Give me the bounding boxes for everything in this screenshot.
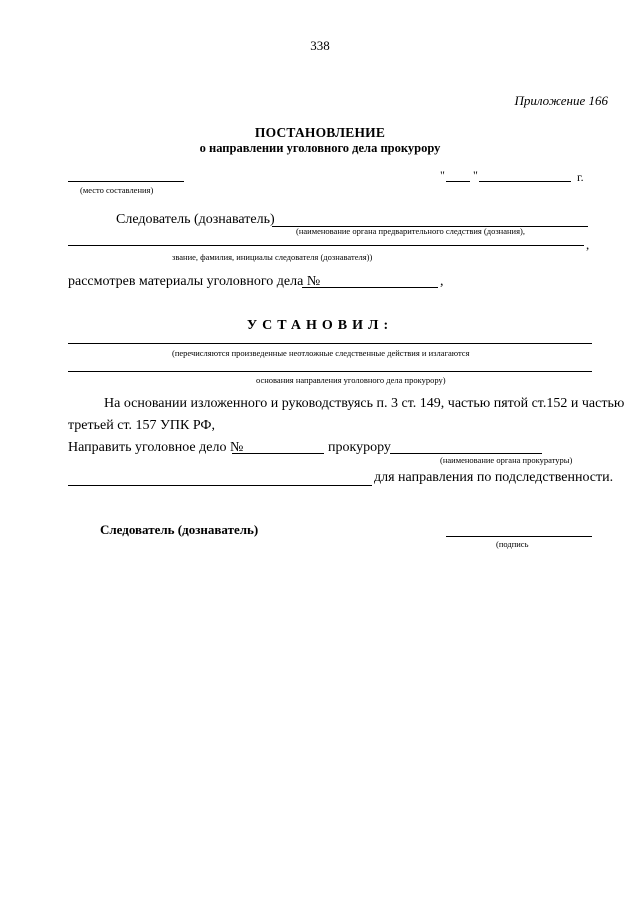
direct-case-label: Направить уголовное дело №: [68, 440, 244, 455]
case-comma: ,: [440, 274, 444, 289]
investigation-org-caption: (наименование органа предварительного следствия (дознания),: [296, 226, 525, 236]
investigator-name-field[interactable]: [68, 245, 584, 246]
signature-caption: (подпись: [496, 539, 529, 549]
document-subtitle: о направлении уголовного дела прокурору: [199, 141, 441, 155]
date-day-field[interactable]: [446, 181, 470, 182]
prosecutor-office-field[interactable]: [390, 453, 542, 454]
actions-caption-2: основания направления уголовного дела прокурору): [256, 375, 446, 385]
date-quote-close: ": [473, 168, 478, 182]
actions-field-2[interactable]: [68, 371, 592, 372]
established-heading: УСТАНОВИЛ:: [246, 318, 394, 333]
signature-field[interactable]: [446, 536, 592, 537]
basis-paragraph-line-2: третьей ст. 157 УПК РФ,: [68, 418, 215, 433]
prosecutor-office-caption: (наименование органа прокуратуры): [440, 455, 573, 465]
prosecutor-label: прокурору: [328, 440, 391, 455]
signature-label: Следователь (дознаватель): [100, 522, 259, 537]
case-number-field[interactable]: [302, 287, 438, 288]
date-year-suffix: г.: [577, 170, 584, 184]
place-field[interactable]: [68, 181, 184, 182]
considered-text: рассмотрев материалы уголовного дела №: [68, 274, 321, 289]
date-quote-open: ": [440, 168, 445, 182]
rank-comma: ,: [586, 237, 590, 252]
actions-caption-1: (перечисляются произведенные неотложные следственные действия и излагаются: [172, 348, 470, 358]
actions-field-1[interactable]: [68, 343, 592, 344]
direct-case-number-field[interactable]: [232, 453, 324, 454]
place-caption: (место составления): [80, 185, 154, 195]
date-month-field[interactable]: [479, 181, 571, 182]
investigator-name-caption: звание, фамилия, инициалы следователя (дознавателя)): [172, 252, 373, 262]
document-title: ПОСТАНОВЛЕНИЕ: [254, 125, 386, 140]
page-number: 338: [310, 38, 330, 53]
direction-text: для направления по подследственности.: [374, 470, 614, 485]
direction-field[interactable]: [68, 485, 372, 486]
investigator-label: Следователь (дознаватель): [116, 212, 275, 227]
appendix-label: Приложение 166: [514, 93, 608, 108]
basis-paragraph-line-1: На основании изложенного и руководствуясь п. 3 ст. 149, частью пятой ст.152 и частью: [104, 396, 625, 411]
